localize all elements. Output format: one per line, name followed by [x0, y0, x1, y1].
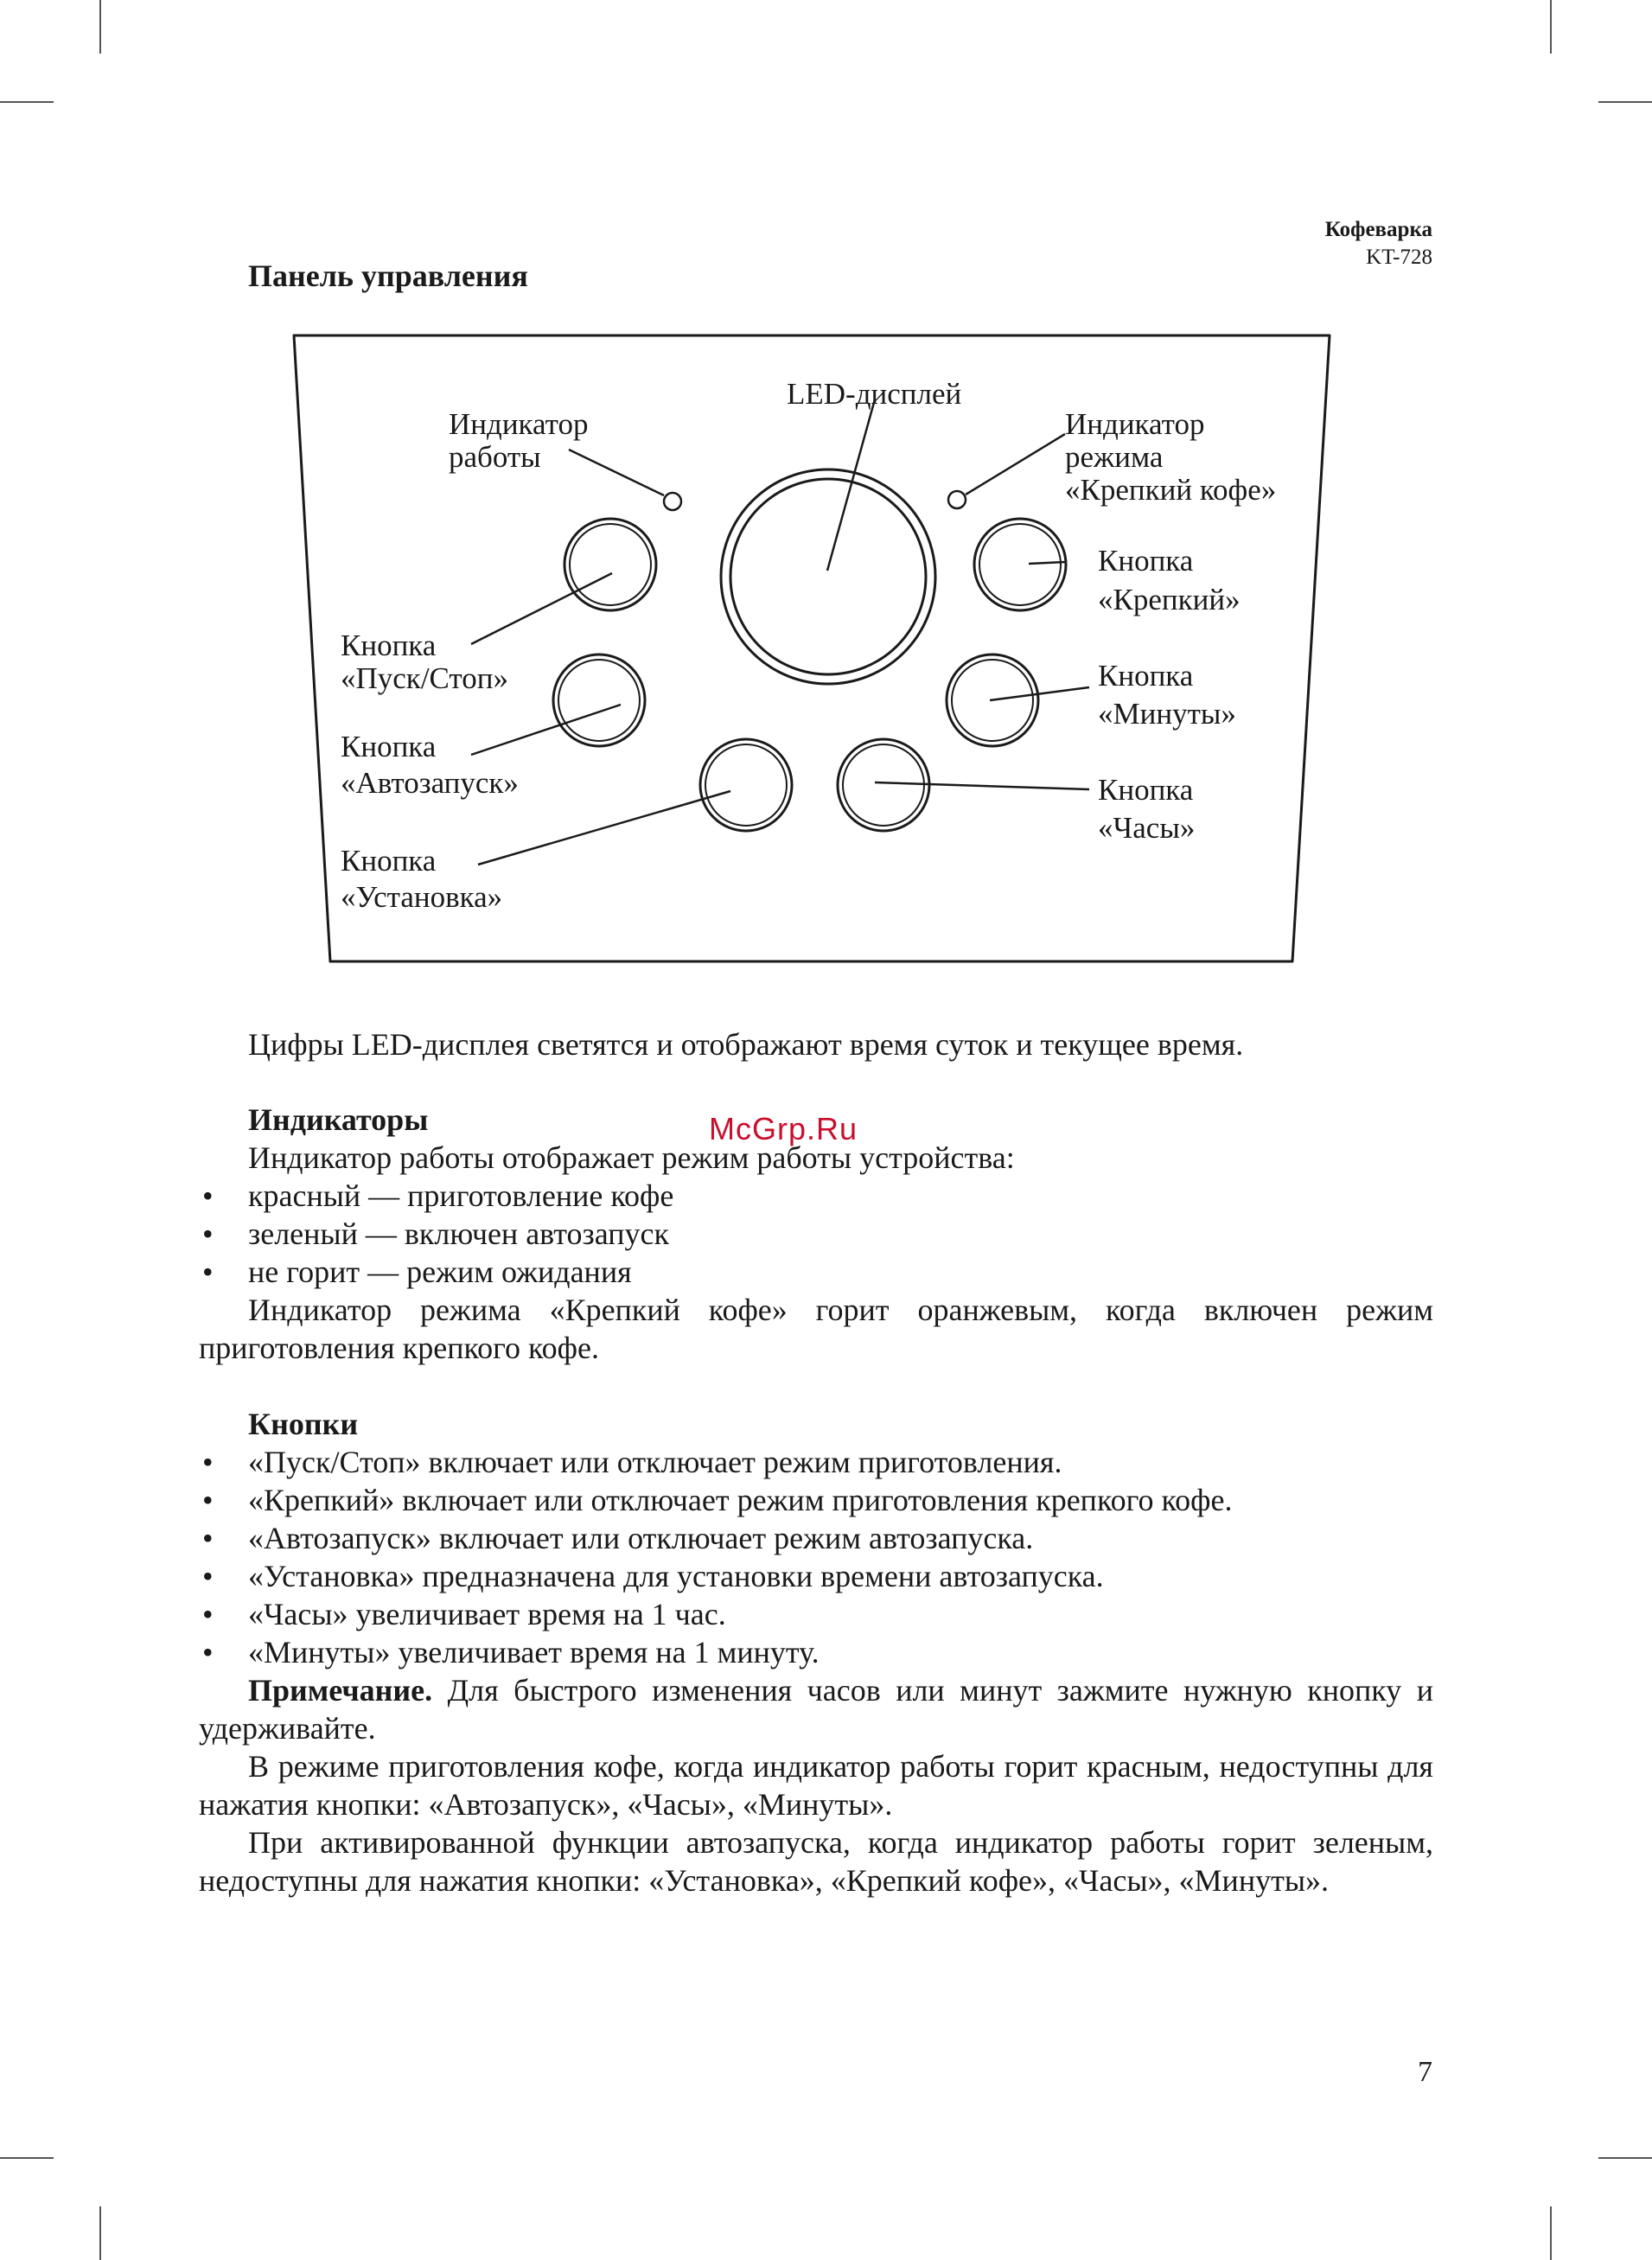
label-minutes: Кнопка «Минуты»	[1098, 659, 1236, 731]
led-display	[721, 469, 935, 684]
list-item: • не горит — режим ожидания	[199, 1253, 1433, 1291]
control-panel-diagram	[0, 0, 1652, 986]
label-strong: Кнопка «Крепкий»	[1098, 544, 1241, 616]
strong-mode-paragraph: Индикатор режима «Крепкий кофе» горит оранжевым, когда включен режим приготовления крепкого кофе.	[199, 1293, 1433, 1365]
label-led-display: LED-дисплей	[787, 377, 962, 411]
label-power-indicator: Индикатор работы	[449, 407, 589, 474]
indicators-lead: Индикатор работы отображает режим работы устройства:	[248, 1140, 1015, 1175]
autostart-restriction-paragraph: При активированной функции автозапуска, когда индикатор работы горит зеленым, недоступны для нажатия кнопки: «Установка», «Крепкий кофе», «Часы», «Минуты».	[199, 1825, 1433, 1898]
label-strong-indicator: Индикатор режима «Крепкий кофе»	[1065, 407, 1277, 507]
power-indicator-led	[664, 493, 681, 510]
note-label: Примечание.	[248, 1673, 433, 1708]
autostart-button[interactable]	[553, 654, 645, 746]
indicators-heading: Индикаторы	[248, 1102, 429, 1137]
strong-mode-indicator-led	[948, 491, 966, 508]
list-item: • «Автозапуск» включает или отключает режим автозапуска.	[199, 1519, 1433, 1557]
buttons-list	[199, 1443, 1433, 1671]
crop-mark	[0, 2157, 54, 2159]
crop-mark	[1550, 2206, 1552, 2260]
leader-lines	[471, 399, 1089, 865]
label-setup: Кнопка «Установка»	[341, 844, 503, 914]
brewing-restriction-paragraph: В режиме приготовления кофе, когда индикатор работы горит красным, недоступны для нажатия кнопки: «Автозапуск», «Часы», «Минуты».	[199, 1749, 1433, 1822]
list-item: • зеленый — включен автозапуск	[199, 1215, 1433, 1253]
hours-button[interactable]	[838, 739, 929, 831]
setup-button[interactable]	[700, 739, 792, 831]
page-number: 7	[1418, 2056, 1432, 2088]
label-autostart: Кнопка «Автозапуск»	[341, 730, 519, 800]
list-item: • красный — приготовление кофе	[199, 1177, 1433, 1215]
intro-paragraph: Цифры LED-дисплея светятся и отображают время суток и текущее время.	[248, 1027, 1244, 1062]
crop-mark	[99, 2206, 101, 2260]
label-hours: Кнопка «Часы»	[1098, 773, 1196, 845]
note-text: Для быстрого изменения часов или минут зажмите нужную кнопку и удерживайте.	[199, 1673, 1433, 1746]
list-item: • «Минуты» увеличивает время на 1 минуту.	[199, 1633, 1433, 1671]
list-item: • «Установка» предназначена для установки времени автозапуска.	[199, 1557, 1433, 1595]
list-item: • «Часы» увеличивает время на 1 час.	[199, 1595, 1433, 1633]
start-stop-button[interactable]	[564, 519, 656, 610]
strong-button[interactable]	[974, 519, 1066, 610]
indicators-section	[199, 1101, 1433, 1367]
buttons-heading: Кнопки	[248, 1407, 359, 1441]
note-paragraph	[199, 1671, 1433, 1747]
indicator-states-list	[199, 1177, 1433, 1291]
body-intro	[199, 1025, 1433, 1063]
buttons-section	[199, 1405, 1433, 1899]
list-item: • «Пуск/Стоп» включает или отключает режим приготовления.	[199, 1443, 1433, 1481]
list-item: • «Крепкий» включает или отключает режим приготовления крепкого кофе.	[199, 1481, 1433, 1519]
label-start-stop: Кнопка «Пуск/Стоп»	[341, 629, 508, 695]
header-product: Кофеварка	[1324, 218, 1432, 241]
header-model: KT-728	[1366, 246, 1432, 269]
watermark: McGrp.Ru	[709, 1111, 858, 1146]
crop-mark	[1598, 2157, 1652, 2159]
section-title: Панель управления	[248, 259, 528, 293]
